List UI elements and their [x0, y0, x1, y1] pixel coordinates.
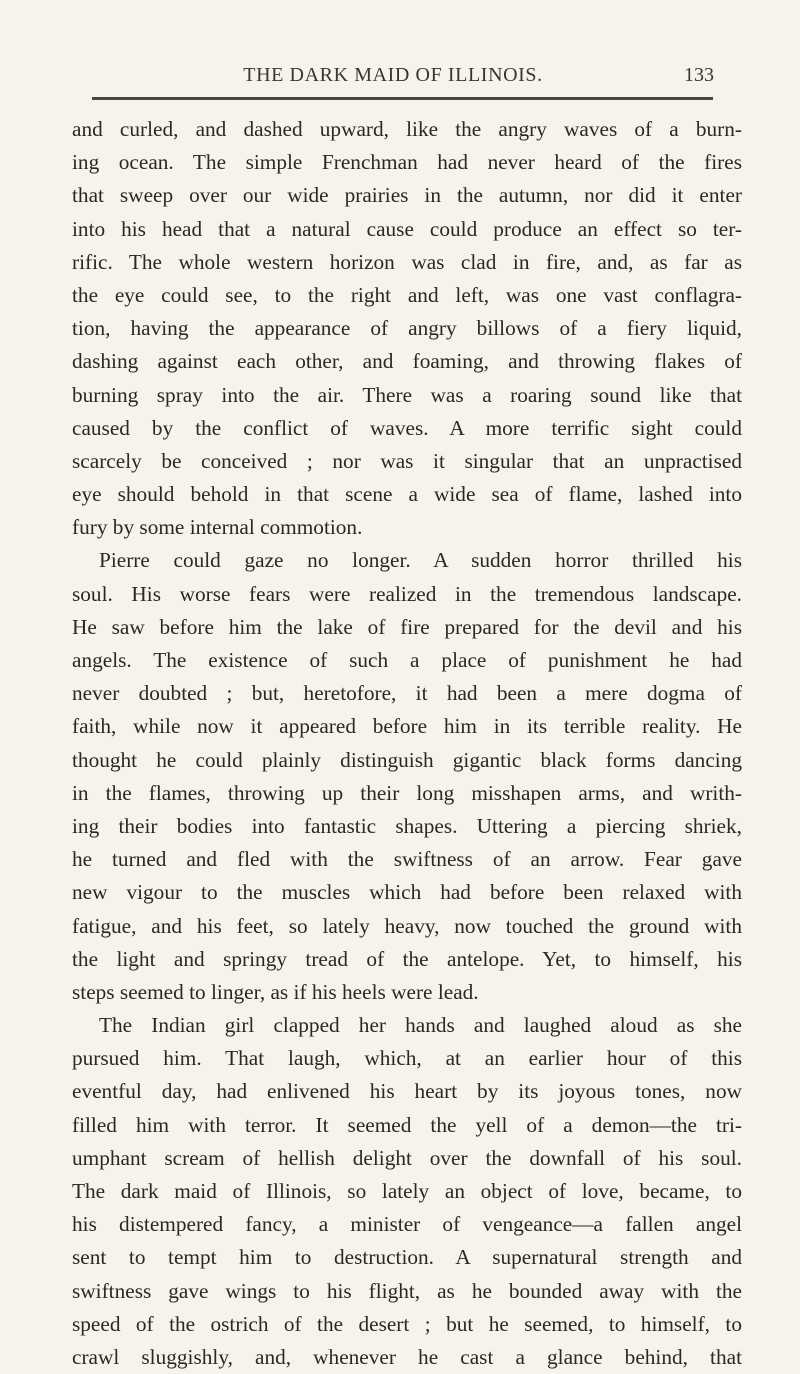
text-line: and curled, and dashed upward, like the angry waves of a burn- — [72, 117, 742, 141]
text-line: in the flames, throwing up their long misshapen arms, and writh- — [72, 780, 742, 805]
text-line: into his head that a natural cause could produce an effect so ter- — [72, 216, 742, 241]
text-line: speed of the ostrich of the desert ; but he seemed, to himself, to — [72, 1311, 742, 1336]
text-line: angels. The existence of such a place of punishment he had — [72, 648, 742, 672]
text-line: eventful day, had enlivened his heart by its joyous tones, now — [72, 1079, 742, 1104]
text-line: ing ocean. The simple Frenchman had never heard of the fires — [72, 150, 742, 175]
text-line: never doubted ; but, heretofore, it had been a mere dogma of — [72, 681, 742, 706]
body-text — [72, 113, 742, 1374]
text-line: scarcely be conceived ; nor was it singular that an unpractised — [72, 448, 742, 473]
text-line: that sweep over our wide prairies in the autumn, nor did it enter — [72, 183, 742, 208]
text-line: fatigue, and his feet, so lately heavy, now touched the ground with — [72, 913, 742, 938]
running-head — [72, 64, 714, 90]
text-line: umphant scream of hellish delight over the downfall of his soul. — [72, 1145, 742, 1170]
text-line: he turned and fled with the swiftness of an arrow. Fear gave — [72, 847, 742, 872]
text-line: steps seemed to linger, as if his heels were lead. — [72, 979, 479, 1004]
text-line: The Indian girl clapped her hands and laughed aloud as she — [99, 1013, 742, 1038]
text-line: pursued him. That laugh, which, at an earlier hour of this — [72, 1046, 742, 1071]
text-line: swiftness gave wings to his flight, as he bounded away with the — [72, 1278, 742, 1303]
text-line: rific. The whole western horizon was clad in fire, and, as far as — [72, 249, 742, 274]
text-line: filled him with terror. It seemed the yell of a demon—the tri- — [72, 1112, 742, 1137]
text-line: Pierre could gaze no longer. A sudden horror thrilled his — [99, 548, 742, 573]
text-line: his distempered fancy, a minister of vengeance—a fallen angel — [72, 1212, 742, 1237]
text-line: thought he could plainly distinguish gigantic black forms dancing — [72, 747, 742, 772]
text-line: new vigour to the muscles which had before been relaxed with — [72, 880, 742, 905]
text-line: sent to tempt him to destruction. A supernatural strength and — [72, 1245, 742, 1270]
running-title: THE DARK MAID OF ILLINOIS. — [243, 64, 543, 86]
text-line: tion, having the appearance of angry billows of a fiery liquid, — [72, 316, 742, 341]
text-line: the light and springy tread of the antelope. Yet, to himself, his — [72, 946, 742, 971]
text-line: The dark maid of Illinois, so lately an object of love, became, to — [72, 1179, 742, 1203]
text-line: burning spray into the air. There was a roaring sound like that — [72, 382, 742, 407]
text-line: crawl sluggishly, and, whenever he cast a glance behind, that — [72, 1344, 742, 1369]
text-line: eye should behold in that scene a wide sea of flame, lashed into — [72, 482, 742, 507]
header-rule — [92, 97, 713, 100]
text-line: caused by the conflict of waves. A more terrific sight could — [72, 415, 742, 440]
text-line: ing their bodies into fantastic shapes. Uttering a piercing shriek, — [72, 813, 742, 838]
text-line: faith, while now it appeared before him in its terrible reality. He — [72, 714, 742, 739]
page-number: 133 — [684, 64, 714, 86]
text-line: He saw before him the lake of fire prepared for the devil and his — [72, 614, 742, 639]
text-line: fury by some internal commotion. — [72, 515, 363, 540]
text-line: soul. His worse fears were realized in the tremendous landscape. — [72, 581, 742, 606]
text-line: dashing against each other, and foaming, and throwing flakes of — [72, 349, 742, 374]
text-line: the eye could see, to the right and left, was one vast conflagra- — [72, 282, 742, 307]
